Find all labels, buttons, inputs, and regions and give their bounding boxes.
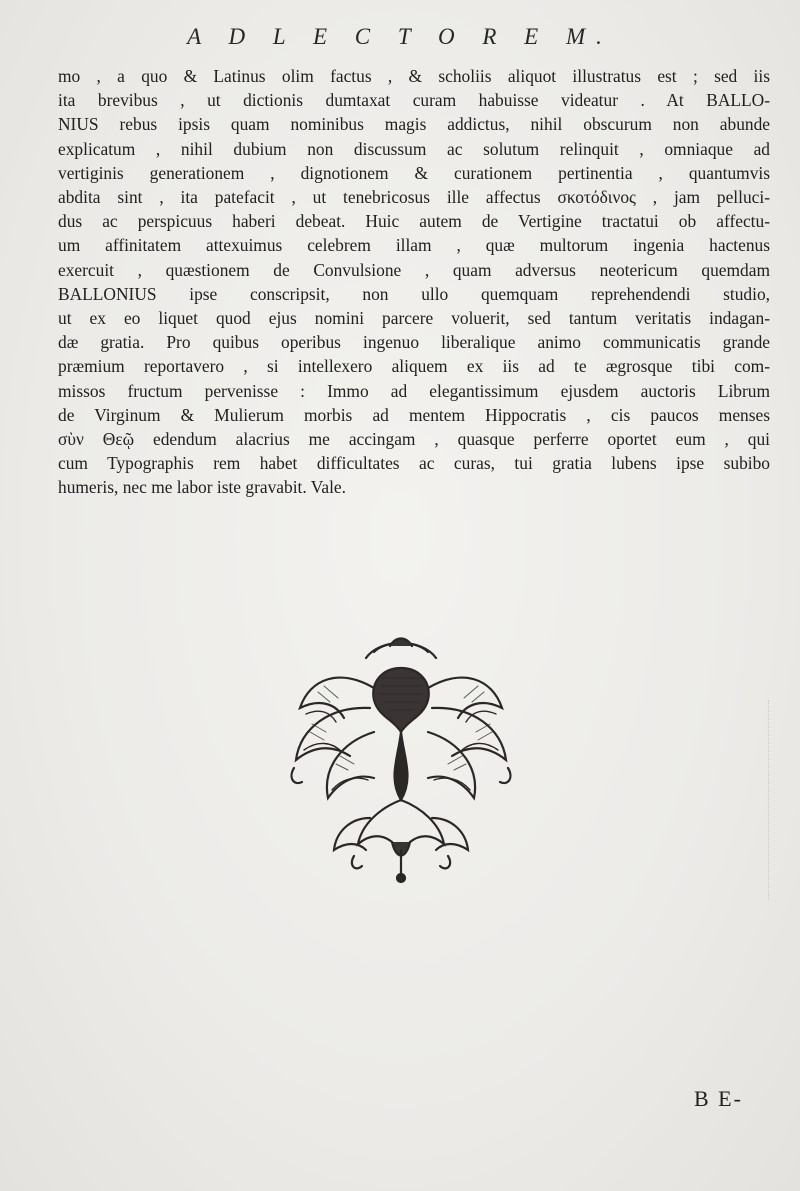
text-line: ut ex eo liquet quod ejus nomini parcere voluerit, sed tantum veritatis indagan- — [58, 308, 770, 329]
text-line: dæ gratia. Pro quibus operibus ingenuo liberalique animo communicatis grande — [58, 332, 770, 353]
body-text — [58, 64, 770, 500]
text-line-last: humeris, nec me labor iste gravabit. Vale. — [58, 477, 346, 498]
catchword: B E- — [694, 1086, 743, 1111]
text-line: um affinitatem attexuimus celebrem illam , quæ multorum ingenia hactenus — [58, 235, 770, 256]
running-head: A D L E C T O R E M. — [187, 24, 613, 49]
text-line: exercuit , quæstionem de Convulsione , quam adversus neotericum quemdam — [58, 259, 770, 280]
text-line: abdita sint , ita patefacit , ut tenebricosus ille affectus σκοτόδινος , jam pelluci- — [58, 187, 770, 208]
text-line: ita brevibus , ut dictionis dumtaxat curam habuisse videatur . At BALLO- — [58, 90, 770, 111]
text-line: missos fructum pervenisse : Immo ad elegantissimum ejusdem auctoris Librum — [58, 380, 770, 401]
text-line: vertiginis generationem , dignotionem & curationem pertinentia , quantumvis — [58, 162, 770, 183]
page-edge-bleed — [768, 700, 775, 900]
text-line: dus ac perspicuus haberi debeat. Huic autem de Vertigine tractatui ob affectu- — [58, 211, 770, 232]
text-line: explicatum , nihil dubium non discussum ac solutum relinquit , omniaque ad — [58, 138, 770, 159]
text-line: NIUS rebus ipsis quam nominibus magis addictus, nihil obscurum non abunde — [58, 114, 770, 135]
text-line: de Virginum & Mulierum morbis ad mentem Hippocratis , cis paucos menses — [58, 404, 770, 425]
text-line: σὺν Θεῷ edendum alacrius me accingam , quasque perferre oportet eum , qui — [58, 429, 770, 450]
floral-tailpiece-ornament-icon — [270, 628, 532, 890]
text-line: cum Typographis rem habet difficultates ac curas, tui gratia lubens ipse subibo — [58, 453, 770, 474]
text-line: mo , a quo & Latinus olim factus , & scholiis aliquot illustratus est ; sed iis — [58, 66, 770, 86]
text-line: BALLONIUS ipse conscripsit, non ullo quemquam reprehendendi studio, — [58, 283, 770, 304]
text-line: præmium reportavero , si intellexero aliquem ex iis ad te ægrosque tibi com- — [58, 356, 770, 377]
